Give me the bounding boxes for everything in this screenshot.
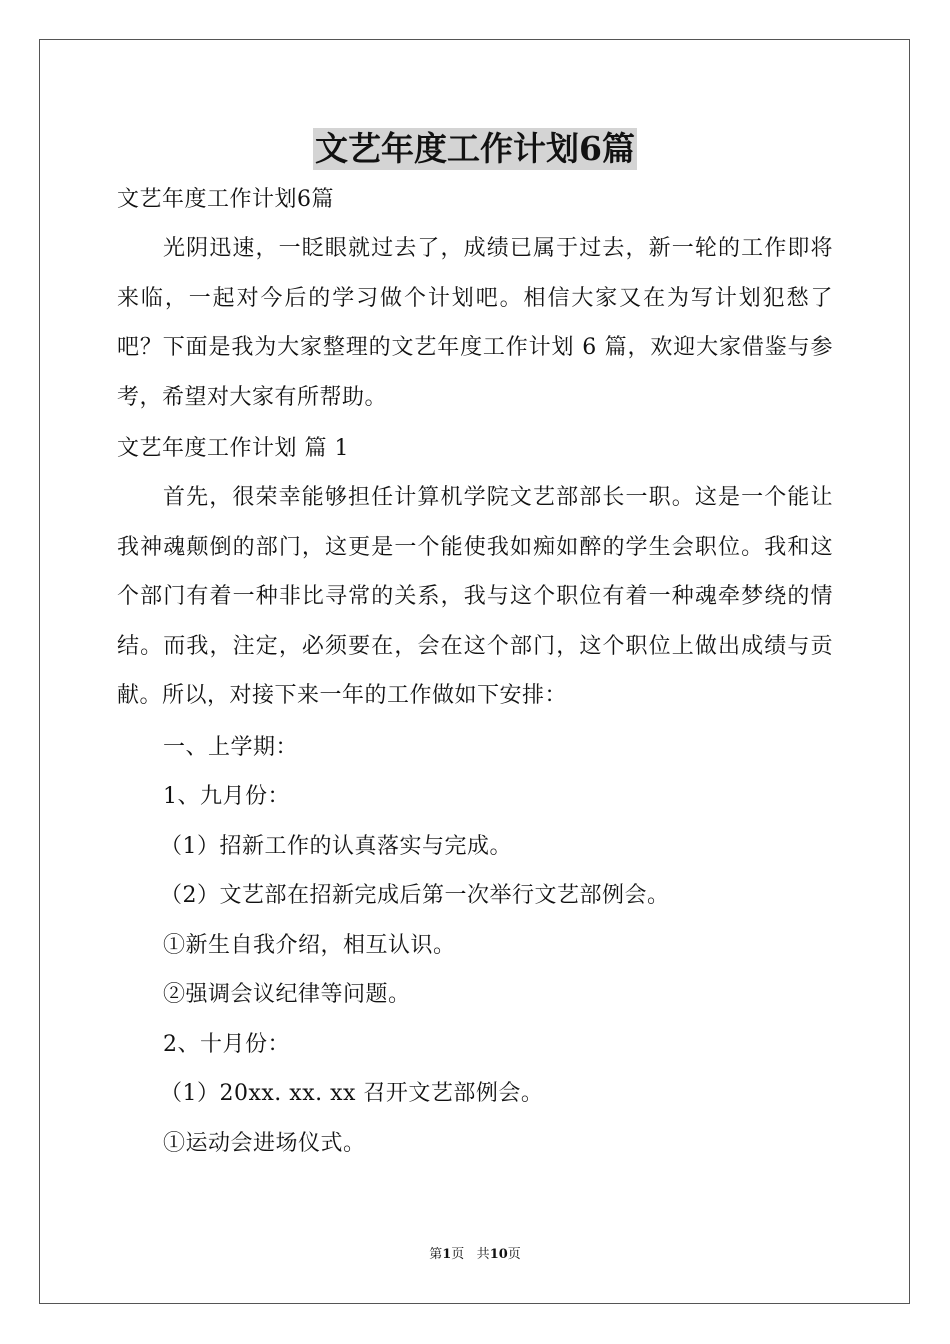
document-title: 文艺年度工作计划6篇 [315,129,635,168]
page-footer [0,1246,950,1264]
list-item: ①新生自我介绍，相互认识。 [163,933,456,958]
footer-total-suffix: 页 [507,1247,521,1262]
list-item: 1、九月份： [163,784,290,809]
footer-page-current: 1 [442,1247,452,1262]
footer-total-prefix: 共 [476,1247,490,1262]
list-item: ①运动会进场仪式。 [163,1131,366,1156]
footer-page-prefix: 第 [429,1247,443,1262]
list-item: 一、上学期： [163,735,299,760]
footer-page-total: 10 [489,1247,508,1262]
title-container [0,128,950,170]
intro-paragraph: 光阴迅速，一眨眼就过去了，成绩已属于过去，新一轮的工作即将来临，一起对今后的学习做个计划吧。相信大家又在为写计划犯愁了吧？下面是我为大家整理的文艺年度工作计划 6 篇，欢迎大家借鉴与参考，希望对大家有所帮助。 [117,236,833,410]
list-item: （1）招新工作的认真落实与完成。 [160,834,512,859]
list-item: 2、十月份： [163,1032,290,1057]
section-heading: 文艺年度工作计划 篇 1 [117,436,349,461]
list-item: ②强调会议纪律等问题。 [163,982,411,1007]
footer-page-suffix: 页 [451,1247,465,1262]
section-paragraph: 首先，很荣幸能够担任计算机学院文艺部部长一职。这是一个能让我神魂颠倒的部门，这更是一个能使我如痴如醉的学生会职位。我和这个部门有着一种非比寻常的关系，我与这个职位有着一种魂牵梦绕的情结。而我，注定，必须要在，会在这个部门，这个职位上做出成绩与贡献。所以，对接下来一年的工作做如下安排： [117,485,833,708]
document-subtitle: 文艺年度工作计划6篇 [117,187,334,212]
list-item: （2）文艺部在招新完成后第一次举行文艺部例会。 [160,883,670,908]
list-item: （1）20xx. xx. xx 召开文艺部例会。 [160,1081,544,1106]
